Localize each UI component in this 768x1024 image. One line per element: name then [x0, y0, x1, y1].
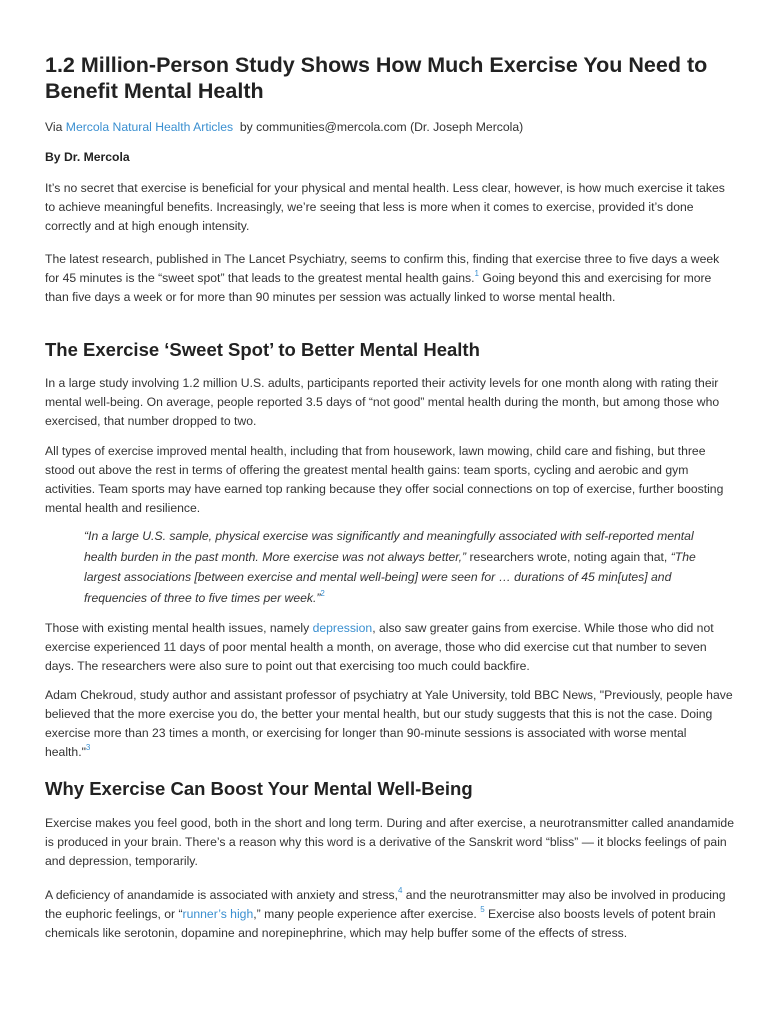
quote-part-1: “In a large U.S. sample, physical exercise was significantly and meaningfully associated with self-reported mental health burden in the past month. More exercise was not always better,”: [84, 529, 694, 564]
byline-author-email: by communities@mercola.com (Dr. Joseph Mercola): [239, 120, 524, 134]
quote-middle: researchers wrote, noting again that,: [466, 549, 671, 564]
footnote-ref-1[interactable]: 1: [474, 269, 479, 278]
footnote-ref-3[interactable]: 3: [85, 743, 91, 752]
paragraph-chekroud-text: Adam Chekroud, study author and assistant professor of psychiatry at Yale University, told BBC News, "Previously, people have believed that the more exercise you do, the better your mental health, but our study suggests that this is not the case. Doing exercise more than 23 times a month, or exercising for longer than 90-minute sessions is associated with worse mental health.": [45, 688, 733, 759]
paragraph-exercise-types: All types of exercise improved mental health, including that from housework, lawn mowing, child care and fishing, but three stood out above the rest in terms of offering the greatest mental health gains: team sports, cycling and aerobic and gym activities. Team sports may have earned top ranking because they offer social connections on top of exercise, further boosting mental health and resilience.: [45, 444, 724, 515]
paragraph-lancet-text-end: Going beyond this and exercising for more than five days a week or for more than 90 minutes per session was actually linked to worse mental health.: [45, 271, 712, 304]
paragraph-deficiency: [45, 886, 735, 943]
quote-part-2: “The largest associations [between exercise and mental well-being] were seen for … durations of 45 min[utes] and frequencies of three to five times per week.”: [84, 549, 696, 606]
heading-sweet-spot: The Exercise ‘Sweet Spot’ to Better Mental Health: [45, 339, 480, 360]
paragraph-deficiency-text-mid: and the neurotransmitter may also be involved in producing the euphoric feelings, or “: [45, 888, 726, 921]
paragraph-deficiency-text-end: Exercise also boosts levels of potent brain chemicals like serotonin, dopamine and norepinephrine, which may help buffer some of the effects of stress.: [45, 907, 716, 940]
paragraph-chekroud: [45, 686, 735, 762]
paragraph-depression-text: Those with existing mental health issues, namely: [45, 621, 313, 635]
paragraph-deficiency-text-mid2: ,” many people experience after exercise.: [253, 907, 481, 921]
footnote-ref-2[interactable]: 2: [320, 589, 325, 599]
paragraph-depression: [45, 619, 735, 676]
article-title: 1.2 Million-Person Study Shows How Much Exercise You Need to Benefit Mental Health: [45, 53, 708, 103]
paragraph-lancet-text: The latest research, published in The Lancet Psychiatry, seems to confirm this, finding that exercise three to five days a week for 45 minutes is the “sweet spot” that leads to the greatest mental health gains.: [45, 252, 720, 285]
byline-via: Via: [45, 120, 63, 134]
study-quote: [84, 526, 704, 609]
runners-high-link[interactable]: runner’s high: [182, 907, 254, 921]
depression-link[interactable]: depression: [312, 621, 373, 635]
footnote-ref-4[interactable]: 4: [397, 886, 403, 895]
paragraph-lancet: [45, 250, 735, 307]
article-author: By Dr. Mercola: [45, 150, 130, 164]
article-byline: [45, 119, 523, 135]
source-link[interactable]: Mercola Natural Health Articles: [65, 120, 234, 134]
paragraph-intro: It’s no secret that exercise is beneficial for your physical and mental health. Less clear, however, is how much exercise it takes to achieve meaningful benefits. Increasingly, we’re seeing that less is more when it comes to exercise, provided it’s done correctly and at high enough intensity.: [45, 181, 725, 233]
paragraph-depression-text-end: , also saw greater gains from exercise. While those who did not exercise experienced 11 days of poor mental health a month, on average, those who did exercise cut that number to seven days. The researchers were also sure to point out that exercising too much could backfire.: [45, 621, 714, 673]
paragraph-deficiency-text: A deficiency of anandamide is associated with anxiety and stress,: [45, 888, 398, 902]
paragraph-anandamide: Exercise makes you feel good, both in the short and long term. During and after exercise, a neurotransmitter called anandamide is produced in your brain. There’s a reason why this word is a derivative of the Sanskrit word “bliss” — it blocks feelings of pain and depression, temporarily.: [45, 816, 734, 868]
footnote-ref-5[interactable]: 5: [480, 905, 485, 914]
paragraph-study: In a large study involving 1.2 million U.S. adults, participants reported their activity levels for one month along with rating their mental well-being. On average, people reported 3.5 days of “not good” mental health during the month, but among those who exercised, that number dropped to two.: [45, 376, 720, 428]
heading-why-exercise: Why Exercise Can Boost Your Mental Well-Being: [45, 778, 473, 799]
